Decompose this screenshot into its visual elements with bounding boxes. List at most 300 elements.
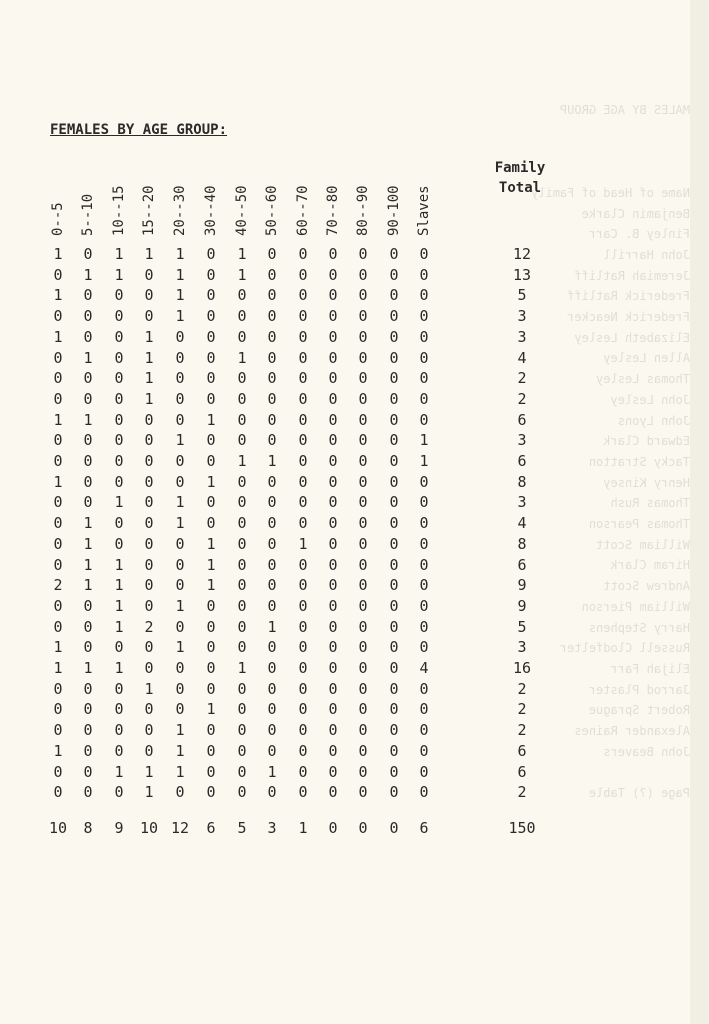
table-cell: 0 — [389, 534, 399, 553]
table-row — [0, 492, 600, 513]
table-cell: 0 — [298, 659, 308, 677]
table-cell: 0 — [267, 493, 277, 512]
table-cell: 0 — [144, 638, 154, 657]
table-cell: 0 — [144, 555, 154, 574]
table-cell: 1 — [237, 245, 247, 263]
table-row — [0, 451, 600, 472]
table-cell: 0 — [206, 245, 216, 263]
table-cell: 0 — [267, 721, 277, 740]
table-cell: 0 — [114, 389, 124, 408]
table-cell: 1 — [206, 410, 216, 429]
family-total-cell: 5 — [517, 286, 527, 305]
table-cell: 0 — [144, 493, 154, 512]
table-cell: 0 — [358, 514, 368, 533]
family-total-cell: 12 — [512, 245, 532, 263]
table-cell: 1 — [206, 700, 216, 719]
table-cell: 0 — [389, 700, 399, 719]
table-cell: 0 — [83, 783, 93, 802]
column-header-label: 70--80 — [325, 185, 341, 236]
table-cell: 0 — [389, 245, 399, 263]
table-cell: 0 — [267, 327, 277, 346]
table-cell: 0 — [175, 700, 185, 719]
table-cell: 1 — [419, 431, 429, 450]
table-cell: 0 — [267, 286, 277, 305]
table-cell: 0 — [175, 327, 185, 346]
table-cell: 0 — [267, 369, 277, 388]
table-cell: 0 — [328, 555, 338, 574]
family-total-cell: 3 — [517, 638, 527, 657]
table-cell: 0 — [237, 596, 247, 615]
table-cell: 1 — [114, 617, 124, 636]
table-cell: 0 — [267, 431, 277, 450]
table-cell: 0 — [328, 348, 338, 367]
table-cell: 1 — [267, 762, 277, 781]
table-row — [0, 306, 600, 327]
table-cell: 0 — [389, 596, 399, 615]
family-total-cell: 4 — [517, 348, 527, 367]
family-total-header-line-1: Family — [494, 160, 546, 176]
table-cell: 0 — [358, 700, 368, 719]
column-header — [322, 158, 344, 236]
table-cell: 0 — [144, 659, 154, 677]
table-cell: 0 — [175, 659, 185, 677]
table-cell: 0 — [358, 245, 368, 263]
table-cell: 1 — [114, 596, 124, 615]
table-cell: 0 — [83, 286, 93, 305]
table-cell: 0 — [175, 389, 185, 408]
table-row — [0, 617, 600, 638]
table-cell: 0 — [389, 369, 399, 388]
table-cell: 1 — [83, 410, 93, 429]
column-header-label: 30--40 — [203, 185, 219, 236]
table-cell: 0 — [358, 493, 368, 512]
table-cell: 0 — [419, 348, 429, 367]
column-sum-cell: 9 — [114, 819, 124, 837]
table-cell: 1 — [206, 576, 216, 595]
table-cell: 0 — [298, 286, 308, 305]
table-row — [0, 699, 600, 720]
table-cell: 0 — [419, 369, 429, 388]
table-cell: 0 — [83, 389, 93, 408]
table-cell: 0 — [358, 762, 368, 781]
table-cell: 0 — [358, 452, 368, 470]
table-cell: 0 — [237, 679, 247, 698]
table-cell: 0 — [83, 617, 93, 636]
table-cell: 0 — [267, 534, 277, 553]
column-header-label: 10--15 — [111, 185, 127, 236]
table-row — [0, 741, 600, 762]
section-heading: FEMALES BY AGE GROUP: — [50, 122, 228, 138]
table-cell: 0 — [328, 286, 338, 305]
table-cell: 0 — [144, 472, 154, 491]
table-cell: 0 — [114, 679, 124, 698]
table-cell: 0 — [328, 472, 338, 491]
table-cell: 1 — [144, 245, 154, 263]
table-cell: 0 — [267, 638, 277, 657]
table-cell: 0 — [206, 431, 216, 450]
table-cell: 0 — [328, 576, 338, 595]
column-header-label: 60--70 — [295, 185, 311, 236]
table-row — [0, 285, 600, 306]
table-cell: 1 — [114, 762, 124, 781]
table-cell: 0 — [114, 307, 124, 326]
table-cell: 0 — [419, 596, 429, 615]
family-total-cell: 3 — [517, 307, 527, 326]
table-cell: 0 — [267, 389, 277, 408]
column-sum-cell: 5 — [237, 819, 247, 837]
table-cell: 1 — [175, 307, 185, 326]
table-cell: 0 — [328, 679, 338, 698]
table-cell: 0 — [53, 700, 63, 719]
column-header — [77, 158, 99, 236]
table-cell: 1 — [175, 638, 185, 657]
table-cell: 0 — [389, 265, 399, 284]
column-header — [261, 158, 283, 236]
table-row — [0, 410, 600, 431]
table-cell: 0 — [389, 431, 399, 450]
table-cell: 0 — [83, 762, 93, 781]
table-cell: 1 — [144, 327, 154, 346]
table-cell: 0 — [328, 245, 338, 263]
table-cell: 0 — [358, 555, 368, 574]
table-cell: 0 — [83, 596, 93, 615]
table-cell: 0 — [358, 534, 368, 553]
table-cell: 0 — [298, 452, 308, 470]
table-cell: 0 — [175, 472, 185, 491]
table-cell: 0 — [114, 721, 124, 740]
table-cell: 0 — [419, 783, 429, 802]
table-cell: 0 — [175, 410, 185, 429]
table-cell: 0 — [237, 472, 247, 491]
table-cell: 0 — [114, 514, 124, 533]
table-cell: 1 — [114, 555, 124, 574]
table-cell: 0 — [144, 452, 154, 470]
table-cell: 0 — [83, 638, 93, 657]
table-cell: 2 — [53, 576, 63, 595]
table-cell: 0 — [53, 265, 63, 284]
family-total-cell: 8 — [517, 534, 527, 553]
column-sum-cell: 8 — [83, 819, 93, 837]
table-cell: 1 — [83, 265, 93, 284]
column-header-label: 40--50 — [234, 185, 250, 236]
table-cell: 0 — [328, 369, 338, 388]
table-cell: 0 — [389, 348, 399, 367]
table-cell: 0 — [328, 741, 338, 760]
table-cell: 0 — [144, 576, 154, 595]
family-total-cell: 2 — [517, 679, 527, 698]
column-header — [47, 158, 69, 236]
table-cell: 1 — [83, 348, 93, 367]
table-cell: 0 — [53, 679, 63, 698]
table-cell: 0 — [419, 762, 429, 781]
table-cell: 0 — [53, 348, 63, 367]
table-cell: 0 — [237, 431, 247, 450]
column-sum-cell: 1 — [298, 819, 308, 837]
table-cell: 0 — [53, 721, 63, 740]
family-total-cell: 6 — [517, 741, 527, 760]
table-row — [0, 430, 600, 451]
table-cell: 0 — [144, 286, 154, 305]
table-cell: 0 — [83, 493, 93, 512]
table-cell: 1 — [83, 555, 93, 574]
table-cell: 0 — [419, 741, 429, 760]
column-header — [138, 158, 160, 236]
table-cell: 0 — [175, 576, 185, 595]
table-cell: 0 — [298, 638, 308, 657]
table-cell: 0 — [144, 534, 154, 553]
table-cell: 0 — [419, 700, 429, 719]
table-cell: 1 — [144, 348, 154, 367]
table-cell: 0 — [83, 369, 93, 388]
table-cell: 0 — [237, 327, 247, 346]
table-cell: 0 — [298, 327, 308, 346]
table-cell: 0 — [358, 389, 368, 408]
table-cell: 0 — [419, 638, 429, 657]
table-cell: 0 — [114, 472, 124, 491]
table-row — [0, 368, 600, 389]
table-cell: 0 — [206, 452, 216, 470]
table-cell: 1 — [175, 741, 185, 760]
family-total-cell: 16 — [512, 659, 532, 677]
table-cell: 0 — [328, 721, 338, 740]
table-cell: 0 — [298, 783, 308, 802]
table-cell: 0 — [175, 555, 185, 574]
table-cell: 0 — [419, 514, 429, 533]
table-cell: 0 — [419, 493, 429, 512]
column-header — [108, 158, 130, 236]
table-cell: 0 — [114, 534, 124, 553]
table-cell: 0 — [389, 762, 399, 781]
table-cell: 0 — [206, 596, 216, 615]
table-cell: 0 — [237, 617, 247, 636]
table-row — [0, 265, 600, 286]
table-cell: 0 — [267, 700, 277, 719]
table-cell: 0 — [358, 410, 368, 429]
table-cell: 0 — [175, 452, 185, 470]
table-cell: 0 — [114, 410, 124, 429]
table-row — [0, 555, 600, 576]
family-total-header — [478, 158, 562, 198]
table-cell: 1 — [144, 762, 154, 781]
column-header — [169, 158, 191, 236]
table-cell: 0 — [206, 369, 216, 388]
table-cell: 1 — [144, 783, 154, 802]
table-cell: 0 — [328, 617, 338, 636]
table-cell: 0 — [53, 783, 63, 802]
table-cell: 0 — [53, 555, 63, 574]
table-cell: 0 — [358, 286, 368, 305]
table-cell: 0 — [328, 327, 338, 346]
table-row — [0, 782, 600, 803]
column-sum-cell: 0 — [389, 819, 399, 837]
table-cell: 0 — [267, 596, 277, 615]
table-cell: 0 — [267, 659, 277, 677]
family-total-cell: 2 — [517, 783, 527, 802]
table-cell: 0 — [206, 721, 216, 740]
table-cell: 0 — [83, 452, 93, 470]
table-cell: 0 — [53, 307, 63, 326]
table-cell: 0 — [389, 389, 399, 408]
table-cell: 0 — [298, 617, 308, 636]
table-cell: 0 — [114, 369, 124, 388]
table-cell: 0 — [144, 514, 154, 533]
table-cell: 0 — [206, 679, 216, 698]
table-cell: 0 — [114, 741, 124, 760]
table-cell: 0 — [389, 783, 399, 802]
column-sum-cell: 0 — [328, 819, 338, 837]
table-row — [0, 575, 600, 596]
table-cell: 0 — [298, 493, 308, 512]
table-cell: 0 — [114, 431, 124, 450]
table-cell: 0 — [328, 534, 338, 553]
family-total-cell: 13 — [512, 265, 532, 284]
table-cell: 0 — [328, 762, 338, 781]
table-cell: 0 — [419, 576, 429, 595]
table-cell: 0 — [206, 659, 216, 677]
table-cell: 0 — [83, 700, 93, 719]
table-cell: 0 — [358, 307, 368, 326]
family-total-cell: 2 — [517, 721, 527, 740]
table-cell: 0 — [419, 389, 429, 408]
table-cell: 1 — [53, 659, 63, 677]
table-cell: 1 — [53, 286, 63, 305]
table-cell: 0 — [53, 452, 63, 470]
table-cell: 0 — [83, 741, 93, 760]
table-cell: 0 — [358, 348, 368, 367]
column-sum-cell: 10 — [139, 819, 159, 837]
table-cell: 0 — [144, 700, 154, 719]
table-row — [0, 679, 600, 700]
table-cell: 1 — [114, 576, 124, 595]
table-cell: 1 — [83, 514, 93, 533]
table-cell: 0 — [237, 762, 247, 781]
table-cell: 0 — [206, 348, 216, 367]
column-sum-cell: 12 — [170, 819, 190, 837]
table-cell: 0 — [83, 307, 93, 326]
column-sum-cell: 0 — [358, 819, 368, 837]
family-total-cell: 6 — [517, 762, 527, 781]
table-row — [0, 596, 600, 617]
table-cell: 0 — [53, 514, 63, 533]
table-cell: 0 — [358, 741, 368, 760]
table-cell: 0 — [298, 245, 308, 263]
column-header — [200, 158, 222, 236]
table-cell: 0 — [389, 514, 399, 533]
table-cell: 1 — [53, 638, 63, 657]
table-row — [0, 762, 600, 783]
column-sum-cell: 10 — [48, 819, 68, 837]
table-cell: 1 — [175, 721, 185, 740]
table-cell: 0 — [83, 472, 93, 491]
column-header-label: 80--90 — [355, 185, 371, 236]
table-cell: 0 — [83, 721, 93, 740]
family-total-cell: 3 — [517, 493, 527, 512]
column-sum-cell: 3 — [267, 819, 277, 837]
table-cell: 0 — [267, 410, 277, 429]
table-cell: 0 — [144, 721, 154, 740]
table-cell: 0 — [237, 493, 247, 512]
column-header — [292, 158, 314, 236]
table-cell: 1 — [175, 265, 185, 284]
table-cell: 0 — [328, 638, 338, 657]
table-cell: 0 — [83, 431, 93, 450]
table-cell: 0 — [389, 741, 399, 760]
column-header-label: 20--30 — [172, 185, 188, 236]
table-cell: 0 — [419, 265, 429, 284]
table-cell: 1 — [114, 659, 124, 677]
column-header — [413, 158, 435, 236]
table-cell: 0 — [144, 265, 154, 284]
table-cell: 0 — [114, 638, 124, 657]
table-row — [0, 244, 600, 265]
table-cell: 0 — [267, 576, 277, 595]
table-cell: 0 — [389, 452, 399, 470]
table-row — [0, 389, 600, 410]
column-header-label: 0--5 — [50, 202, 66, 236]
table-cell: 1 — [114, 265, 124, 284]
table-cell: 0 — [83, 327, 93, 346]
column-header-label: 5--10 — [80, 193, 96, 236]
table-cell: 0 — [328, 659, 338, 677]
table-cell: 0 — [237, 638, 247, 657]
table-cell: 0 — [328, 700, 338, 719]
table-cell: 1 — [83, 534, 93, 553]
table-cell: 0 — [328, 596, 338, 615]
family-total-cell: 5 — [517, 617, 527, 636]
table-cell: 1 — [175, 431, 185, 450]
table-cell: 0 — [144, 410, 154, 429]
table-cell: 0 — [419, 721, 429, 740]
table-cell: 1 — [267, 452, 277, 470]
table-cell: 0 — [175, 617, 185, 636]
table-cell: 0 — [206, 762, 216, 781]
table-cell: 0 — [389, 327, 399, 346]
table-cell: 0 — [144, 307, 154, 326]
table-cell: 0 — [267, 514, 277, 533]
family-total-cell: 2 — [517, 700, 527, 719]
table-cell: 0 — [114, 327, 124, 346]
table-cell: 0 — [328, 265, 338, 284]
table-cell: 0 — [298, 700, 308, 719]
table-cell: 0 — [389, 410, 399, 429]
table-cell: 0 — [237, 555, 247, 574]
column-header-label: Slaves — [416, 185, 432, 236]
column-header-label: 50--60 — [264, 185, 280, 236]
table-cell: 0 — [298, 555, 308, 574]
table-cell: 0 — [53, 431, 63, 450]
table-cell: 0 — [358, 721, 368, 740]
family-total-cell: 8 — [517, 472, 527, 491]
table-cell: 0 — [419, 534, 429, 553]
table-cell: 0 — [328, 389, 338, 408]
table-cell: 0 — [53, 389, 63, 408]
table-cell: 0 — [419, 679, 429, 698]
table-cell: 0 — [175, 679, 185, 698]
table-cell: 1 — [267, 617, 277, 636]
table-row — [0, 348, 600, 369]
table-cell: 0 — [389, 472, 399, 491]
table-cell: 0 — [328, 431, 338, 450]
table-cell: 1 — [206, 534, 216, 553]
table-cell: 0 — [175, 369, 185, 388]
table-cell: 1 — [144, 389, 154, 408]
table-cell: 0 — [206, 514, 216, 533]
table-cell: 1 — [144, 679, 154, 698]
table-cell: 0 — [298, 679, 308, 698]
table-cell: 1 — [83, 659, 93, 677]
bleed-through-text: MALES BY AGE GROUP Name of Head of Family Benjamin Clarke Finley B. Carr John Harrill Jeremiah Ratliff Frederick Ratliff Frederick Neacker Elizabeth Lesley Allen Lesley Thomas Lesley John Lesley John Lyons Edward Clark Tacky Stratton Henry Kinsey Thomas Rush Thomas Pearson William Scott Hiram Clark Andrew Scott William Pierson Harry Stephens Russell Clodfelter Elijah Farr Jarrod Plaster Robert Sprague Alexander Raines John Beavers Page (?) Table — [531, 103, 690, 801]
table-cell: 0 — [267, 555, 277, 574]
